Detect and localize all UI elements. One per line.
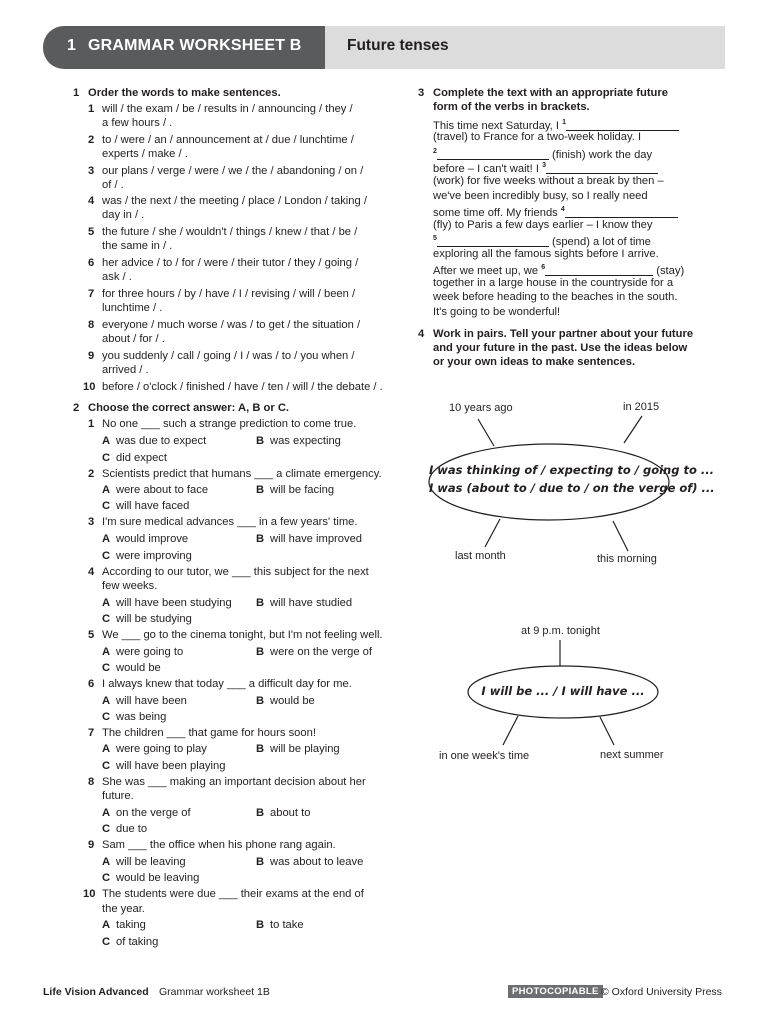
- gap-number: 6: [541, 264, 546, 271]
- text-line: will / the exam / be / results in / announcing / they /: [102, 103, 353, 115]
- text-line: 6: [88, 257, 95, 269]
- text-line: will have improved: [270, 533, 363, 545]
- text-line: day in / .: [102, 209, 145, 221]
- text-line: 10: [83, 888, 96, 900]
- text-line: 9: [88, 839, 95, 851]
- text-line: B: [256, 743, 265, 755]
- text-line: B: [256, 856, 265, 868]
- text-line: 10: [83, 381, 96, 393]
- text-line: B: [256, 646, 265, 658]
- text-line: or your own ideas to make sentences.: [433, 356, 636, 368]
- text-line: 1: [88, 418, 95, 430]
- text-line: 8: [88, 319, 95, 331]
- text-line: 4: [418, 328, 425, 340]
- text-line: did expect: [116, 452, 167, 464]
- text-line: the year.: [102, 903, 145, 915]
- label-next-summer: next summer: [600, 749, 664, 761]
- text-line: before – I can't wait! I $^3$: [433, 159, 658, 176]
- text-line: The students were due ___ their exams at the end of: [102, 888, 364, 900]
- text-line: for three hours / by / have / I / revising / will / been /: [102, 288, 356, 300]
- text-line: some time off. My friends $^4$: [433, 203, 678, 220]
- text-line: and your future in the past. Use the ideas below: [433, 342, 688, 354]
- text-line: would be: [116, 662, 161, 674]
- text-line: A: [102, 919, 111, 931]
- text-line: due to: [116, 823, 148, 835]
- text-line: future.: [102, 790, 134, 802]
- text-line: 3: [88, 516, 95, 528]
- text-line: A: [102, 435, 111, 447]
- text-line: B: [256, 597, 265, 609]
- future-prompt: I will be ... / I will have ...: [481, 684, 645, 698]
- text-line: C: [102, 662, 111, 674]
- text-line: will be studying: [116, 613, 192, 625]
- worksheet-title: GRAMMAR WORKSHEET B: [88, 37, 302, 54]
- label-this-morning: this morning: [597, 553, 657, 565]
- text-line: (fly) to Paris a few days earlier – I know they: [433, 219, 653, 231]
- gap-number: 3: [542, 162, 547, 169]
- text-line: C: [102, 936, 111, 948]
- text-line: No one ___ such a strange prediction to come true.: [102, 418, 357, 430]
- text-line: 8: [88, 776, 95, 788]
- text-line: was expecting: [270, 435, 341, 447]
- text-line: A: [102, 484, 111, 496]
- text-line: A: [102, 856, 111, 868]
- text-line: were improving: [116, 550, 192, 562]
- text-line: taking: [116, 919, 146, 931]
- text-line: 2: [88, 134, 95, 146]
- text-line: 4: [88, 195, 95, 207]
- text-line: It's going to be wonderful!: [433, 306, 561, 318]
- text-line: Sam ___ the office when his phone rang again.: [102, 839, 336, 851]
- connector-line: [600, 717, 614, 745]
- text-line: arrived / .: [102, 364, 149, 376]
- text-line: everyone / much worse / was / to get / the situation /: [102, 319, 361, 331]
- text-line: lunchtime / .: [102, 302, 163, 314]
- text-line: A: [102, 743, 111, 755]
- text-line: about / for / .: [102, 333, 165, 345]
- text-line: The children ___ that game for hours soon!: [102, 727, 316, 739]
- text-line: (work) for five weeks without a break by then –: [433, 175, 664, 187]
- text-line: She was ___ making an important decision about her: [102, 776, 366, 788]
- text-line: the future / she / wouldn't / things / knew / that / be /: [102, 226, 358, 238]
- text-line: 3: [88, 165, 95, 177]
- text-line: C: [102, 760, 111, 772]
- text-line: C: [102, 613, 111, 625]
- text-line: $^2$ (finish) work the day: [433, 148, 653, 161]
- text-line: will have been: [116, 695, 187, 707]
- text-line: was about to leave: [270, 856, 364, 868]
- connector-line: [478, 419, 494, 446]
- text-line: B: [256, 435, 265, 447]
- text-line: 4: [88, 566, 95, 578]
- text-line: A: [102, 533, 111, 545]
- text-line: the same in / .: [102, 240, 173, 252]
- text-line: 9: [88, 350, 95, 362]
- text-line: 2: [73, 402, 80, 414]
- text-line: B: [256, 807, 265, 819]
- text-line: This time next Saturday, I $^1$: [433, 116, 679, 133]
- gap-number: 4: [560, 206, 565, 213]
- text-line: According to our tutor, we ___ this subject for the next: [102, 566, 369, 578]
- text-line: 7: [88, 727, 95, 739]
- text-line: C: [102, 550, 111, 562]
- connector-line: [624, 416, 642, 443]
- text-line: exploring all the famous sights before I arrive.: [433, 248, 659, 260]
- text-line: was / the next / the meeting / place / London / taking /: [102, 195, 367, 207]
- text-line: $^5$ (spend) a lot of time: [433, 235, 651, 248]
- text-line: our plans / verge / were / we / the / abandoning / on /: [102, 165, 364, 177]
- text-line: Scientists predict that humans ___ a climate emergency.: [102, 468, 382, 480]
- text-line: will have faced: [116, 500, 190, 512]
- text-line: will have been studying: [116, 597, 232, 609]
- text-line: (travel) to France for a two-week holiday. I: [433, 131, 642, 143]
- text-line: A: [102, 695, 111, 707]
- text-line: Complete the text with an appropriate future: [433, 87, 668, 99]
- text-line: C: [102, 711, 111, 723]
- text-line: of taking: [116, 936, 159, 948]
- text-line: C: [102, 872, 111, 884]
- text-line: We ___ go to the cinema tonight, but I'm not feeling well.: [102, 629, 383, 641]
- connector-line: [613, 521, 628, 551]
- text-line: will be leaving: [116, 856, 186, 868]
- text-line: will have studied: [270, 597, 353, 609]
- text-line: Choose the correct answer: A, B or C.: [88, 402, 290, 414]
- label-10-years-ago: 10 years ago: [449, 402, 513, 414]
- text-line: was due to expect: [116, 435, 207, 447]
- worksheet-subtitle: Future tenses: [347, 37, 449, 54]
- past-prompt-line-2: I was (about to / due to / on the verge of) ...: [429, 481, 715, 495]
- text-line: to take: [270, 919, 304, 931]
- footer-book-title: Life Vision Advanced: [43, 986, 149, 998]
- text-line: will be facing: [270, 484, 335, 496]
- text-line: on the verge of: [116, 807, 191, 819]
- label-last-month: last month: [455, 550, 506, 562]
- label-one-week: in one week's time: [439, 750, 530, 762]
- photocopiable-badge: PHOTOCOPIABLE: [508, 985, 603, 998]
- text-line: A: [102, 807, 111, 819]
- text-line: were going to play: [116, 743, 207, 755]
- text-line: form of the verbs in brackets.: [433, 101, 590, 113]
- footer-copyright: © Oxford University Press: [601, 986, 722, 998]
- label-at-9pm-tonight: at 9 p.m. tonight: [521, 625, 600, 637]
- text-line: 2: [88, 468, 95, 480]
- past-prompt-line-1: I was thinking of / expecting to / going to ...: [429, 463, 714, 477]
- text-line: 7: [88, 288, 95, 300]
- worksheet-number: 1: [67, 37, 76, 54]
- text-line: a few hours / .: [102, 117, 173, 129]
- text-line: Work in pairs. Tell your partner about your future: [433, 328, 694, 340]
- text-line: 6: [88, 678, 95, 690]
- text-line: 3: [418, 87, 425, 99]
- text-line: C: [102, 823, 111, 835]
- text-line: you suddenly / call / going / I / was / to / you when /: [102, 350, 355, 362]
- text-line: were going to: [116, 646, 184, 658]
- text-line: A: [102, 646, 111, 658]
- footer-sheet-name: Grammar worksheet 1B: [159, 986, 270, 998]
- text-line: ask / .: [102, 271, 132, 283]
- text-line: After we meet up, we $^6$ (stay): [433, 264, 685, 277]
- connector-line: [503, 716, 518, 745]
- text-line: together in a large house in the countryside for a: [433, 277, 674, 289]
- text-line: week before heading to the beaches in the south.: [433, 291, 678, 303]
- text-line: 5: [88, 226, 95, 238]
- connector-line: [485, 519, 500, 547]
- text-line: her advice / to / for / were / their tutor / they / going /: [102, 257, 359, 269]
- text-line: Order the words to make sentences.: [88, 87, 281, 99]
- text-line: of / .: [102, 179, 124, 191]
- text-line: I always knew that today ___ a difficult day for me.: [102, 678, 352, 690]
- text-line: 5: [88, 629, 95, 641]
- gap-number: 5: [433, 235, 437, 242]
- text-line: B: [256, 919, 265, 931]
- text-line: 1: [88, 103, 95, 115]
- text-line: 1: [73, 87, 80, 99]
- text-line: B: [256, 484, 265, 496]
- text-line: was being: [116, 711, 167, 723]
- text-line: C: [102, 500, 111, 512]
- text-line: few weeks.: [102, 580, 158, 592]
- text-line: we've been incredibly busy, so I really need: [433, 190, 648, 202]
- text-line: will have been playing: [116, 760, 226, 772]
- text-line: will be playing: [270, 743, 340, 755]
- text-line: to / were / an / announcement at / due / lunchtime /: [102, 134, 354, 146]
- text-line: would be: [270, 695, 315, 707]
- text-line: would be leaving: [116, 872, 200, 884]
- text-line: before / o'clock / finished / have / ten / will / the debate / .: [102, 381, 383, 393]
- text-line: C: [102, 452, 111, 464]
- text-line: B: [256, 533, 265, 545]
- text-line: experts / make / .: [102, 148, 188, 160]
- gap-number: 1: [562, 119, 567, 126]
- text-line: I'm sure medical advances ___ in a few years' time.: [102, 516, 358, 528]
- text-line: would improve: [116, 533, 189, 545]
- text-line: were about to face: [116, 484, 209, 496]
- text-line: B: [256, 695, 265, 707]
- label-in-2015: in 2015: [623, 401, 660, 413]
- text-line: A: [102, 597, 111, 609]
- text-line: were on the verge of: [270, 646, 372, 658]
- gap-number: 2: [433, 148, 437, 155]
- text-line: about to: [270, 807, 311, 819]
